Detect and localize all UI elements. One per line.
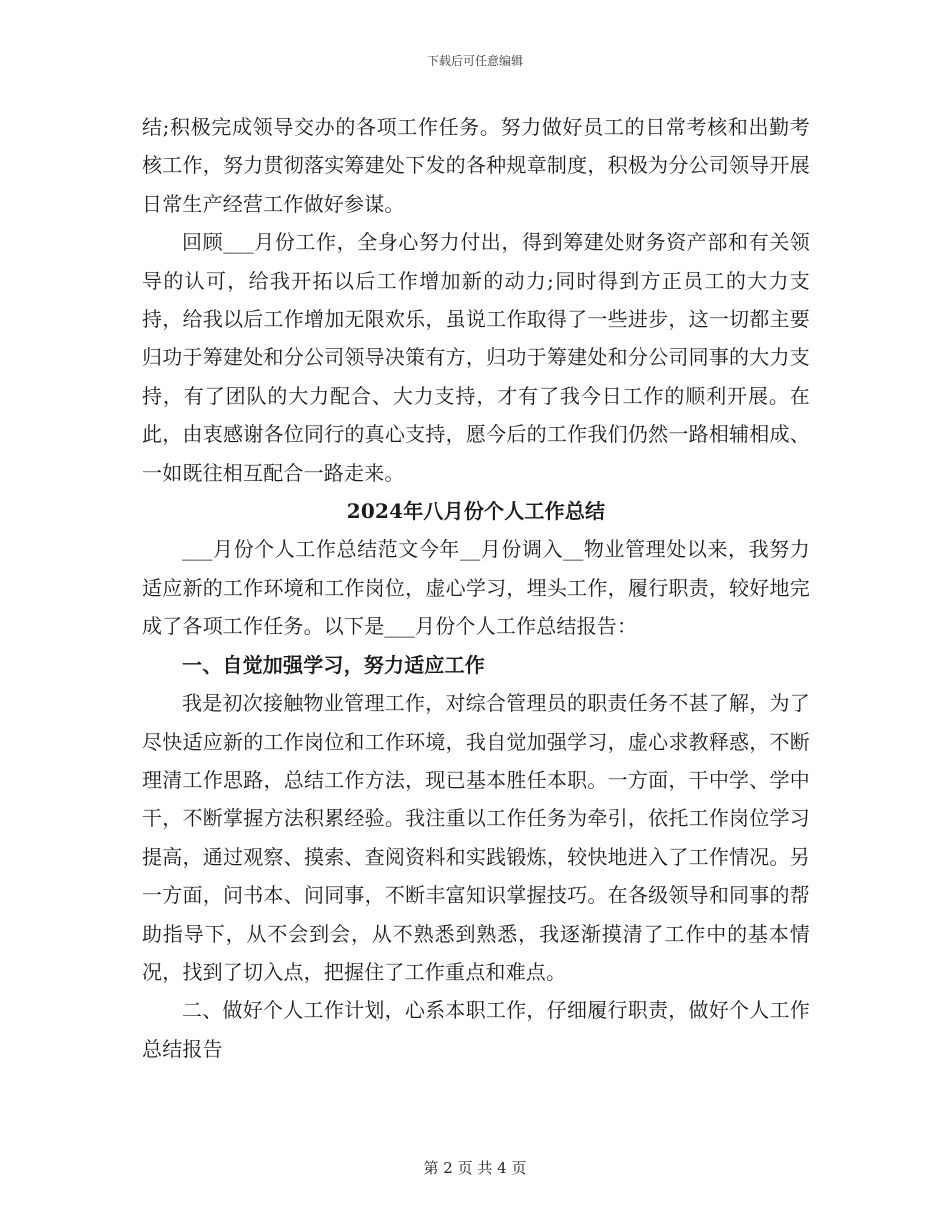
subheading-1: 一、自觉加强学习，努力适应工作 — [182, 652, 485, 677]
paragraph-2: 回顾___月份工作，全身心努力付出，得到筹建处财务资产部和有关领导的认可，给我开拓以后工作增加新的动力;同时得到方正员工的大力支持，给我以后工作增加无限欢乐，虽说工作取得了一些进步，这一切都主要归功于筹建处和分公司领导决策有方，归功于筹建处和分公司同事的大力支持，有了团队的大力配合、大力支持，才有了我今日工作的顺利开展。在此，由衷感谢各位同行的真心支持，愿今后的工作我们仍然一路相辅相成、一如既往相互配合一路走来。 — [142, 230, 810, 485]
page-header: 下载后可任意编辑 — [426, 54, 523, 68]
paragraph-3: ___月份个人工作总结范文今年__月份调入__物业管理处以来，我努力适应新的工作环境和工作岗位，虚心学习，埋头工作，履行职责，较好地完成了各项工作任务。以下是___月份个人工作总结报告： — [142, 537, 810, 639]
subheading-2: 二、做好个人工作计划，心系本职工作，仔细履行职责，做好个人工作总结报告 — [142, 998, 810, 1061]
page-footer: 第 2 页 共 4 页 — [423, 1159, 527, 1177]
document-body — [142, 108, 810, 1068]
section-title: 2024年八月份个人工作总结 — [346, 499, 606, 524]
paragraph-4: 我是初次接触物业管理工作，对综合管理员的职责任务不甚了解，为了尽快适应新的工作岗位和工作环境，我自觉加强学习，虚心求教释惑，不断理清工作思路，总结工作方法，现已基本胜任本职。一方面，干中学、学中干，不断掌握方法积累经验。我注重以工作任务为牵引，依托工作岗位学习提高，通过观察、摸索、查阅资料和实践锻炼，较快地进入了工作情况。另一方面，问书本、问同事，不断丰富知识掌握技巧。在各级领导和同事的帮助指导下，从不会到会，从不熟悉到熟悉，我逐渐摸清了工作中的基本情况，找到了切入点，把握住了工作重点和难点。 — [142, 691, 810, 984]
paragraph-1: 结;积极完成领导交办的各项工作任务。努力做好员工的日常考核和出勤考核工作，努力贯彻落实筹建处下发的各种规章制度，积极为分公司领导开展日常生产经营工作做好参谋。 — [142, 115, 810, 216]
